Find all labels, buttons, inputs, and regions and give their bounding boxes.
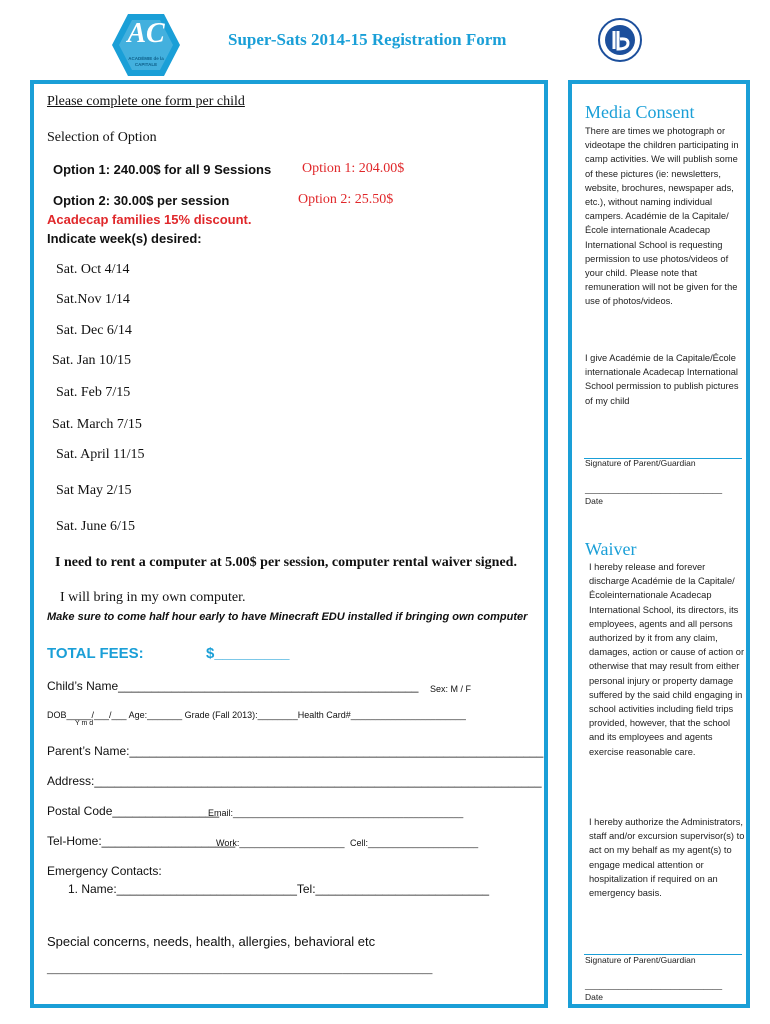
media-consent-heading: Media Consent — [585, 102, 695, 122]
media-consent-permission: I give Académie de la Capitale/École internationale Acadecap International School permission to publish pictures of my child — [585, 353, 739, 406]
logo-mark: AC — [127, 18, 165, 49]
week-option[interactable]: Sat. Jan 10/15 — [52, 353, 131, 368]
ib-logo — [598, 18, 642, 62]
logo-text-1: ACADÉMIE de la — [128, 56, 164, 61]
dob-subscript: Y m d — [75, 720, 94, 727]
minecraft-note: Make sure to come half hour early to have Minecraft EDU installed if bringing own computer — [47, 611, 528, 623]
child-name-field[interactable]: Child’s Name_____________________________________________ — [47, 679, 419, 693]
work-phone-field[interactable]: Work:_____________________ — [216, 838, 345, 848]
option2-price: Option 2: 25.50$ — [298, 192, 394, 207]
option1-label: Option 1: 240.00$ for all 9 Sessions — [53, 162, 272, 177]
media-date-label: Date — [585, 496, 603, 506]
waiver-date-label: Date — [585, 992, 603, 1002]
week-option[interactable]: Sat. Feb 7/15 — [56, 385, 131, 400]
week-option[interactable]: Sat.Nov 1/14 — [56, 292, 130, 307]
parent-name-field[interactable]: Parent’s Name:______________________________________________________________ — [47, 744, 544, 758]
option1-price: Option 1: 204.00$ — [302, 161, 405, 176]
rent-computer-option[interactable]: I need to rent a computer at 5.00$ per session, computer rental waiver signed. — [55, 555, 517, 570]
week-option[interactable]: Sat. March 7/15 — [52, 417, 142, 432]
week-option[interactable]: Sat. Oct 4/14 — [56, 262, 130, 277]
special-concerns-label: Special concerns, needs, health, allergies, behavioral etc — [47, 934, 376, 949]
waiver-date-field[interactable]: _____________________________ — [585, 980, 723, 990]
special-concerns-field[interactable]: _____________________________________________________________________________ — [47, 964, 433, 974]
sex-field[interactable]: Sex: M / F — [430, 684, 472, 694]
logo-text-2: CAPITALE — [134, 62, 158, 67]
tel-home-field[interactable]: Tel-Home:____________________ — [47, 834, 236, 848]
dob-line[interactable]: DOB_____/___/___ Age:_______ Grade (Fall 2013):________Health Card#_______________________ — [47, 710, 466, 720]
address-field[interactable]: Address:___________________________________________________________________ — [47, 774, 542, 788]
academie-logo — [112, 12, 180, 78]
waiver-signature-label: Signature of Parent/Guardian — [585, 955, 696, 965]
page-title: Super-Sats 2014-15 Registration Form — [228, 30, 507, 49]
total-fees-label: TOTAL FEES: — [47, 645, 144, 662]
week-option[interactable]: Sat. April 11/15 — [56, 447, 145, 462]
waiver-authorization: I hereby authorize the Administrators, staff and/or excursion supervisor(s) to act on my behalf as my agent(s) to engage medical attention or hospitalization if required on an emergency basis. — [589, 817, 745, 899]
week-option[interactable]: Sat. June 6/15 — [56, 519, 135, 534]
own-computer-option[interactable]: I will bring in my own computer. — [60, 590, 246, 605]
cell-phone-field[interactable]: Cell:______________________ — [350, 838, 479, 848]
waiver-body: I hereby release and forever discharge Académie de la Capitale/Écoleinternationale Acadecap International School, its directors, its employees, agents and all persons authorized by it from any claim, damages, action or cause of action or otherwise that may result from either personal injury or property damage suffered by the said child engaging in school activities including field trips provided, however, that the school and its employees and agents exercise reasonable care. — [589, 562, 745, 757]
discount-text: Acadecap families 15% discount. — [47, 212, 252, 227]
option2-label: Option 2: 30.00$ per session — [53, 193, 230, 208]
week-option[interactable]: Sat May 2/15 — [56, 483, 132, 498]
postal-code-field[interactable]: Postal Code________________ — [47, 804, 220, 818]
emergency-contacts-label: Emergency Contacts: — [47, 864, 162, 878]
media-signature-label: Signature of Parent/Guardian — [585, 458, 696, 468]
instruction-text: Please complete one form per child — [47, 94, 245, 109]
email-field[interactable]: Email:______________________________________________ — [208, 808, 464, 818]
media-date-field[interactable]: _____________________________ — [585, 484, 723, 494]
total-fees-field[interactable]: $_________ — [206, 645, 290, 662]
selection-label: Selection of Option — [47, 130, 157, 145]
weeks-label: Indicate week(s) desired: — [47, 231, 202, 246]
media-consent-body: There are times we photograph or videotape the children participating in camp activities. We will publish some of these pictures (ie: newsletters, website, brochures, newspaper ads, etc.), without naming individual campers. Académie de la Capitale/École internationale Acadecap International School is requesting permission to use photos/videos of your child. Please note that remuneration will not be given for the use of photos/videos. — [585, 126, 739, 307]
week-option[interactable]: Sat. Dec 6/14 — [56, 323, 132, 338]
emergency-contact-field[interactable]: 1. Name:___________________________Tel:__________________________ — [68, 882, 490, 896]
waiver-heading: Waiver — [585, 539, 637, 559]
